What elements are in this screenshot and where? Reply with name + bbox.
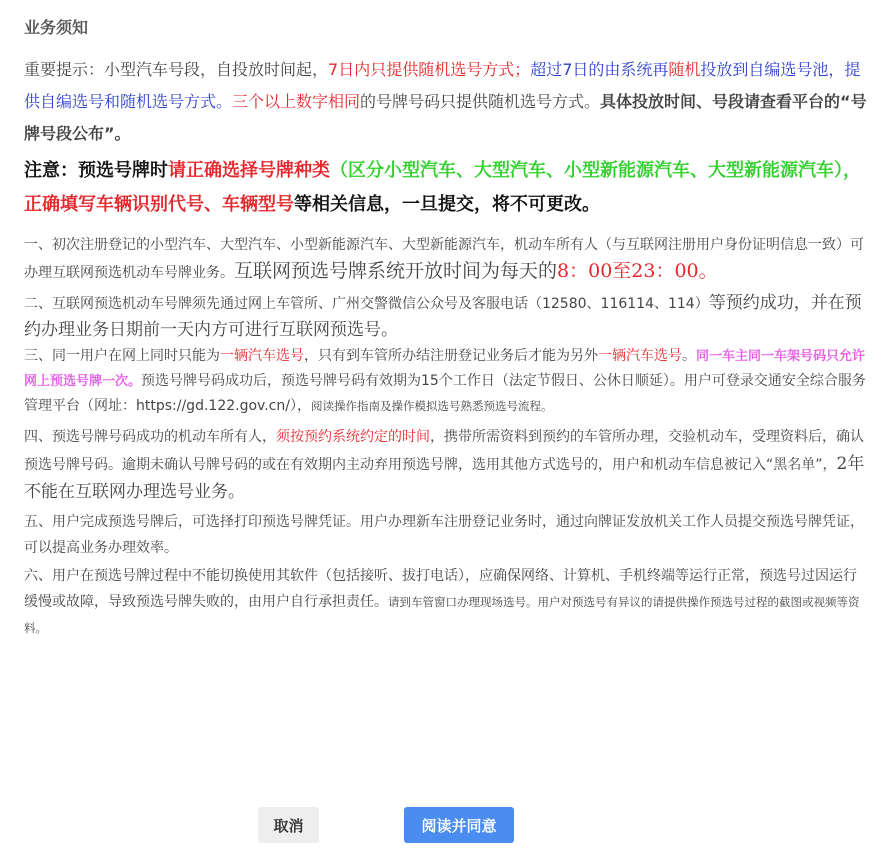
important-text-5: 投放到自编选号池，提供自编选号和随机选号方式。 (24, 60, 861, 111)
rule-item-1 (24, 232, 869, 286)
important-text-2: 7日内只提供随机选号方式； (328, 60, 531, 79)
rule-item-4 (24, 424, 869, 507)
rule-item-3 (24, 344, 869, 418)
note-text-2: 请正确选择号牌种类 (168, 160, 330, 181)
cancel-button[interactable]: 取消 (258, 807, 319, 843)
important-text-1: 重要提示：小型汽车号段，自投放时间起， (24, 60, 329, 79)
important-text-4: 随机 (668, 60, 701, 79)
rule-3-text-6: 同一车主同一车架号码只允许网上预选号牌一次。 (24, 349, 866, 389)
rule-4-text-1: 四、预选号牌号码成功的机动车所有人， (24, 429, 276, 445)
important-text-3: 超过7日的由系统再 (530, 60, 669, 79)
rule-2-text-2: 等预约成功，并在预约办理业务日期前一天内方可进行互联网预选号。 (24, 293, 862, 340)
notice-content (24, 16, 869, 641)
rule-1-text-1: 一、初次注册登记的小型汽车、大型汽车、小型新能源汽车、大型新能源汽车，机动车所有人（与互联网注册用户身份证明信息一致）可办理互联网预选机动车号牌业务。 (24, 237, 864, 281)
rule-3-text-5: 。 (682, 348, 696, 364)
rule-3-text-4: 一辆汽车选号 (598, 348, 682, 364)
rule-4-text-3: ，携带所需资料到预约的车管所办理，交验机动车，受理资料后，确认预选号牌号码。逾期未确认号牌号码的或在有效期内主动弃用预选号牌，选用其他方式选号的，用户和机动车信息被记入“黑名单”， (24, 429, 864, 473)
note-text-4: 正确填写车辆识别代号、车辆型号 (24, 194, 294, 215)
rule-2-text-1: 二、互联网预选机动车号牌须先通过网上车管所、广州交警微信公众号及客服电话（12580、116114、114） (24, 296, 709, 312)
important-text-6: 三个以上数字相同 (232, 92, 361, 111)
rule-3-text-2: 一辆汽车选号 (220, 348, 304, 364)
rule-5-text-1: 五、用户完成预选号牌后，可选择打印预选号牌凭证。用户办理新车注册登记业务时，通过向牌证发放机关工作人员提交预选号牌凭证，可以提高业务办理效率。 (24, 514, 864, 556)
rule-4-text-4: 2年不能在互联网办理选号业务。 (24, 454, 865, 502)
rule-1-text-3: 8：00至23：00。 (557, 260, 718, 282)
rule-item-2 (24, 290, 869, 344)
important-notice (24, 54, 869, 150)
rule-item-5 (24, 509, 869, 561)
rule-3-text-8: 阅读操作指南及操作模拟选号熟悉预选号流程。 (310, 399, 553, 413)
note-text-5: 等相关信息，一旦提交，将不可更改。 (294, 194, 600, 215)
attention-notice (24, 154, 869, 222)
rule-item-6 (24, 563, 869, 641)
important-text-7: 的号牌号码只提供随机选号方式。 (360, 92, 601, 111)
important-text-8: 具体投放时间、号段请查看平台的“号牌号段公布”。 (24, 92, 867, 143)
page-title: 业务须知 (24, 18, 89, 37)
note-text-1: 注意：预选号牌时 (24, 160, 168, 181)
rule-3-text-7: 预选号牌号码成功后，预选号牌号码有效期为15个工作日（法定节假日、公休日顺延）。用户可登录交通安全综合服务管理平台（网址：https://gd.122.gov.cn/）， (24, 373, 866, 414)
note-text-3: （区分小型汽车、大型汽车、小型新能源汽车、大型新能源汽车）， (330, 160, 861, 181)
rule-3-text-1: 三、同一用户在网上同时只能为 (24, 348, 220, 364)
rule-4-text-2: 须按预约系统约定的时间 (276, 429, 430, 445)
rule-6-text-1: 六、用户在预选号牌过程中不能切换使用其软件（包括接听、拔打电话），应确保网络、计算机、手机终端等运行正常，预选号过因运行缓慢或故障，导致预选号牌失败的，由用户自行承担责任。 (24, 568, 857, 610)
read-and-agree-button[interactable]: 阅读并同意 (404, 807, 514, 843)
rule-3-text-3: ，只有到车管所办结注册登记业务后才能为另外 (304, 348, 598, 364)
rule-6-text-2: 请到车管窗口办理现场选号。用户对预选号有异议的请提供操作预选号过程的截图或视频等资料。 (24, 595, 860, 635)
rule-1-text-2: 互联网预选号牌系统开放时间为每天的 (234, 260, 558, 282)
